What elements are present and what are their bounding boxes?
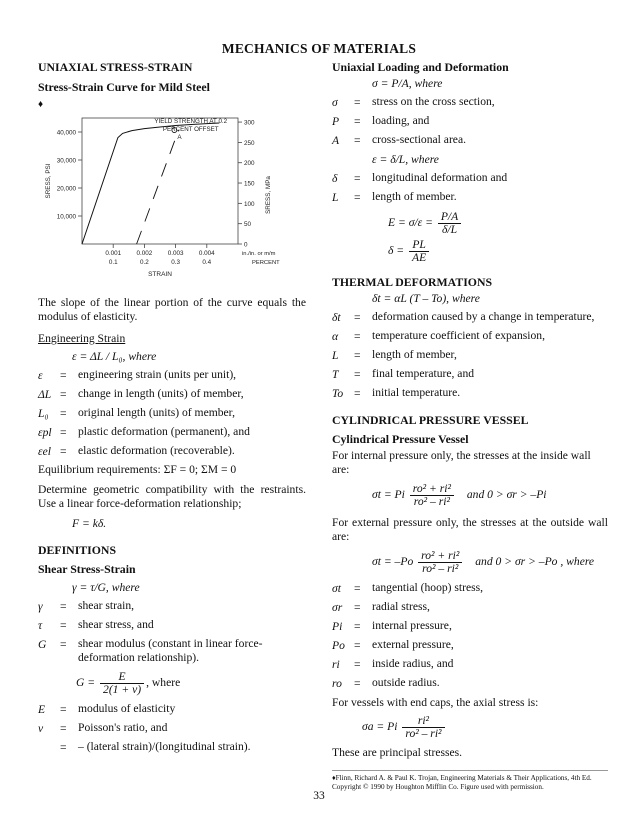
annotation-line-2: PERCENT OFFSET — [162, 126, 219, 133]
curve-title: Stress-Strain Curve for Mild Steel — [38, 80, 210, 94]
y-right-tick-label: 0 — [244, 241, 248, 249]
thermal-def-row — [332, 308, 608, 327]
page-number: 33 — [313, 790, 325, 802]
e-den: δ/L — [442, 223, 458, 236]
ulad-def-description: loading, and — [372, 114, 430, 127]
thermal-def-row — [332, 365, 608, 384]
x-tick-label-strain: 0.003 — [167, 250, 184, 257]
cyl-def-equals: = — [354, 677, 361, 690]
eng-def-equals: = — [60, 388, 67, 401]
x-tick-label-percent: 0.1 — [108, 259, 118, 266]
elastic-def-equals: = — [60, 741, 67, 754]
e-formula — [332, 211, 608, 236]
eng-def-symbol: L₀ — [38, 407, 49, 420]
elastic-def-description: Poisson's ratio, and — [78, 721, 168, 734]
y-left-tick-label: 30,000 — [56, 157, 76, 165]
x-unit-label-strain: in./in. or m/m — [242, 251, 276, 257]
eng-def-description: plastic deformation (permanent), and — [78, 425, 250, 438]
left-column — [38, 60, 306, 757]
shear-def-equals: = — [60, 619, 67, 632]
thermal-def-description: temperature coefficient of expansion, — [372, 329, 545, 342]
thermal-def-row — [332, 327, 608, 346]
e-fraction — [438, 211, 461, 236]
endcap-text: For vessels with end caps, the axial stress is: — [332, 696, 539, 709]
ulad-def-row — [332, 131, 608, 150]
x-tick-label-percent: 0.3 — [171, 259, 180, 266]
d-fraction — [409, 239, 429, 264]
g-num: E — [100, 671, 144, 684]
y-right-tick-label: 300 — [244, 119, 255, 127]
cyl-def-symbol: Po — [332, 639, 345, 652]
internal-formula — [332, 483, 608, 508]
principal-text: These are principal stresses. — [332, 746, 463, 759]
g-where: , where — [146, 676, 181, 690]
eng-def-row — [38, 385, 306, 404]
shear-def-equals: = — [60, 600, 67, 613]
ulad-def-equals: = — [354, 134, 361, 147]
y-right-axis-label: SRESS, MPa — [265, 176, 272, 214]
shear-def-row — [38, 597, 306, 616]
ax-den: ro² – ri² — [405, 727, 442, 740]
ext-fraction — [418, 550, 462, 575]
eng-defs-list — [38, 366, 306, 461]
cyl-def-row — [332, 598, 608, 617]
cyl-def-symbol: ro — [332, 677, 342, 690]
ulad-def-row — [332, 93, 608, 112]
int-lhs: σt = Pi — [372, 488, 405, 502]
yield-point-label: A — [177, 134, 182, 142]
cyl-def-symbol: σr — [332, 601, 343, 614]
eng-def-description: engineering strain (units per unit), — [78, 368, 237, 381]
eng-def-description: original length (units) of member, — [78, 406, 235, 419]
thermal-def-equals: = — [354, 311, 361, 324]
cyl-subtitle: Cylindrical Pressure Vessel — [332, 432, 469, 446]
cyl-def-symbol: Pi — [332, 620, 343, 633]
ext-num: ro² + ri² — [418, 550, 462, 563]
shear-def-symbol: G — [38, 638, 47, 651]
eng-def-equals: = — [60, 426, 67, 439]
cyl-def-symbol: ri — [332, 658, 340, 671]
thermal-def-description: length of member, — [372, 348, 457, 361]
ulad-def-symbol: P — [332, 115, 340, 128]
int-num: ro² + ri² — [410, 483, 454, 496]
x-unit-label-percent: PERCENT — [252, 260, 280, 266]
definitions-title: DEFINITIONS — [38, 543, 117, 557]
shear-def-description: shear strain, — [78, 599, 135, 612]
cyl-def-description: inside radius, and — [372, 657, 454, 670]
shear-def-description: shear stress, and — [78, 618, 154, 631]
internal-text: For internal pressure only, the stresses at the inside wall are: — [332, 449, 591, 476]
fkd-eq: F = kδ. — [72, 517, 107, 530]
x-tick-label-strain: 0.002 — [136, 250, 153, 257]
delta-def-description: length of member. — [372, 190, 457, 203]
footnote: ♦Flinn, Richard A. & Paul K. Trojan, Engineering Materials & Their Applications, 4th Ed. Copyright © 1990 by Houghton Mifflin Co. Figure used with permission. — [332, 774, 592, 791]
cyl-def-equals: = — [354, 639, 361, 652]
elastic-def-row — [38, 700, 306, 719]
ulad-eq: σ = P/A, where — [372, 77, 443, 90]
y-left-tick-label: 40,000 — [56, 129, 76, 137]
d-num: PL — [409, 239, 429, 252]
delta-def-symbol: L — [332, 191, 339, 204]
shear-def-equals: = — [60, 638, 67, 651]
uniaxial-title: UNIAXIAL STRESS-STRAIN — [38, 60, 193, 74]
axial-formula — [332, 715, 608, 740]
e-lhs: E = σ/ε = — [388, 216, 433, 230]
thermal-def-symbol: L — [332, 349, 339, 362]
shear-def-row — [38, 616, 306, 635]
shear-def-row — [38, 635, 306, 665]
x-tick-label-percent: 0.4 — [202, 259, 212, 266]
compat-text: Determine geometric compatibility with the restraints. Use a linear force-deformation relationship; — [38, 483, 306, 510]
y-left-tick-label: 20,000 — [56, 185, 76, 193]
int-rhs: and 0 > σr > –Pi — [466, 488, 547, 502]
elastic-def-equals: = — [60, 722, 67, 735]
elastic-def-description: modulus of elasticity — [78, 702, 176, 715]
delta-eq: ε = δ/L, where — [372, 153, 439, 166]
eng-def-row — [38, 442, 306, 461]
thermal-def-description: deformation caused by a change in temperature, — [372, 310, 595, 323]
thermal-defs-list — [332, 308, 608, 403]
y-right-tick-label: 100 — [244, 200, 255, 208]
thermal-def-description: initial temperature. — [372, 386, 461, 399]
delta-def-symbol: δ — [332, 172, 338, 185]
cyl-def-description: radial stress, — [372, 600, 430, 613]
delta-formula — [332, 239, 608, 264]
ulad-title: Uniaxial Loading and Deformation — [332, 60, 509, 74]
ax-fraction — [402, 715, 444, 740]
ulad-def-description: cross-sectional area. — [372, 133, 466, 146]
cyl-title: CYLINDRICAL PRESSURE VESSEL — [332, 413, 529, 427]
ext-rhs: and 0 > σr > –Po , where — [475, 555, 595, 569]
external-text: For external pressure only, the stresses at the outside wall are: — [332, 516, 608, 543]
delta-defs-list — [332, 169, 608, 207]
elastic-def-row — [38, 719, 306, 738]
g-formula — [38, 671, 306, 696]
elastic-def-description: – (lateral strain)/(longitudinal strain). — [78, 740, 251, 753]
cyl-def-row — [332, 617, 608, 636]
e-defs-list — [38, 700, 306, 757]
cyl-def-row — [332, 579, 608, 598]
thermal-def-symbol: α — [332, 330, 339, 343]
eng-def-description: elastic deformation (recoverable). — [78, 444, 235, 457]
cyl-def-equals: = — [354, 582, 361, 595]
ax-num: ri² — [402, 715, 444, 728]
cyl-def-equals: = — [354, 601, 361, 614]
footnote-divider — [332, 770, 608, 771]
delta-def-row — [332, 188, 608, 207]
x-tick-label-strain: 0.001 — [105, 250, 122, 257]
eng-def-symbol: ε — [38, 369, 43, 382]
elastic-def-row — [38, 738, 306, 757]
g-lhs: G = — [76, 676, 96, 690]
g-fraction — [100, 671, 144, 696]
cyl-def-equals: = — [354, 620, 361, 633]
y-right-tick-label: 50 — [244, 221, 252, 229]
ulad-def-symbol: σ — [332, 96, 338, 109]
equilibrium-text: Equilibrium requirements: ΣF = 0; ΣM = 0 — [38, 463, 237, 476]
x-tick-label-strain: 0.004 — [198, 250, 215, 257]
shear-def-description: shear modulus (constant in linear force-deformation relationship). — [78, 637, 263, 664]
chart-frame — [82, 118, 238, 244]
y-left-axis-label: SRESS, PSI — [45, 163, 52, 199]
delta-def-equals: = — [354, 172, 361, 185]
cyl-def-row — [332, 655, 608, 674]
d-lhs: δ = — [388, 244, 405, 258]
cyl-defs-list — [332, 579, 608, 693]
shear-def-symbol: γ — [38, 600, 43, 613]
elastic-def-symbol: E — [38, 703, 46, 716]
stress-strain-chart — [38, 106, 306, 286]
int-fraction — [410, 483, 454, 508]
y-right-tick-label: 250 — [244, 139, 255, 147]
thermal-def-symbol: δt — [332, 311, 341, 324]
cyl-def-description: tangential (hoop) stress, — [372, 581, 484, 594]
thermal-eq: δt = αL (T – To), where — [372, 292, 480, 305]
page-title: MECHANICS OF MATERIALS — [221, 41, 417, 56]
eng-def-equals: = — [60, 369, 67, 382]
shear-eq: γ = τ/G, where — [72, 581, 140, 594]
thermal-def-symbol: To — [332, 387, 344, 400]
eng-def-equals: = — [60, 445, 67, 458]
x-tick-label-percent: 0.2 — [140, 259, 149, 266]
thermal-title: THERMAL DEFORMATIONS — [332, 275, 493, 289]
eng-strain-eq: ε = ΔL / L₀, where — [72, 350, 157, 363]
ulad-defs-list — [332, 93, 608, 150]
ulad-def-equals: = — [354, 115, 361, 128]
shear-defs-list — [38, 597, 306, 665]
eng-def-description: change in length (units) of member, — [78, 387, 244, 400]
delta-def-description: longitudinal deformation and — [372, 171, 508, 184]
thermal-def-row — [332, 384, 608, 403]
shear-def-symbol: τ — [38, 619, 43, 632]
eng-def-row — [38, 423, 306, 442]
eng-def-symbol: εel — [38, 445, 51, 458]
thermal-def-equals: = — [354, 368, 361, 381]
cyl-def-description: outside radius. — [372, 676, 440, 689]
thermal-def-symbol: T — [332, 368, 339, 381]
x-axis-label: STRAIN — [148, 271, 172, 278]
eng-strain-title: Engineering Strain — [38, 332, 126, 345]
ulad-def-equals: = — [354, 96, 361, 109]
ulad-def-row — [332, 112, 608, 131]
thermal-def-row — [332, 346, 608, 365]
eng-def-equals: = — [60, 407, 67, 420]
y-left-tick-label: 10,000 — [56, 213, 76, 221]
right-column — [332, 60, 608, 792]
elastic-def-symbol — [38, 738, 60, 757]
offset-line — [137, 130, 179, 244]
ext-lhs: σt = –Po — [372, 555, 414, 569]
cyl-def-description: external pressure, — [372, 638, 454, 651]
eng-def-row — [38, 366, 306, 385]
g-den: 2(1 + ν) — [103, 683, 142, 696]
eng-def-symbol: εpl — [38, 426, 52, 439]
ax-lhs: σa = Pi — [362, 720, 398, 734]
ulad-def-symbol: A — [332, 134, 340, 147]
delta-def-equals: = — [354, 191, 361, 204]
elastic-def-symbol: ν — [38, 722, 44, 735]
cyl-def-row — [332, 674, 608, 693]
thermal-def-description: final temperature, and — [372, 367, 475, 380]
eng-def-row — [38, 404, 306, 423]
cyl-def-row — [332, 636, 608, 655]
int-den: ro² – ri² — [413, 495, 450, 508]
eng-def-symbol: ΔL — [38, 388, 52, 401]
cyl-def-description: internal pressure, — [372, 619, 452, 632]
shear-title: Shear Stress-Strain — [38, 562, 136, 576]
thermal-def-equals: = — [354, 387, 361, 400]
stress-strain-curve — [82, 123, 219, 244]
delta-def-row — [332, 169, 608, 188]
d-den: AE — [412, 251, 427, 264]
cyl-def-symbol: σt — [332, 582, 341, 595]
external-formula — [332, 550, 608, 575]
cyl-def-equals: = — [354, 658, 361, 671]
elastic-def-equals: = — [60, 703, 67, 716]
diamond-mark: ♦ — [38, 99, 44, 110]
y-right-tick-label: 200 — [244, 160, 255, 168]
ext-den: ro² – ri² — [422, 562, 459, 575]
annotation-line-1: YIELD STRENGTH AT 0.2 — [154, 118, 228, 125]
e-num: P/A — [438, 211, 461, 224]
thermal-def-equals: = — [354, 330, 361, 343]
slope-text: The slope of the linear portion of the curve equals the modulus of elasticity. — [38, 296, 306, 323]
ulad-def-description: stress on the cross section, — [372, 95, 495, 108]
thermal-def-equals: = — [354, 349, 361, 362]
y-right-tick-label: 150 — [244, 180, 255, 188]
